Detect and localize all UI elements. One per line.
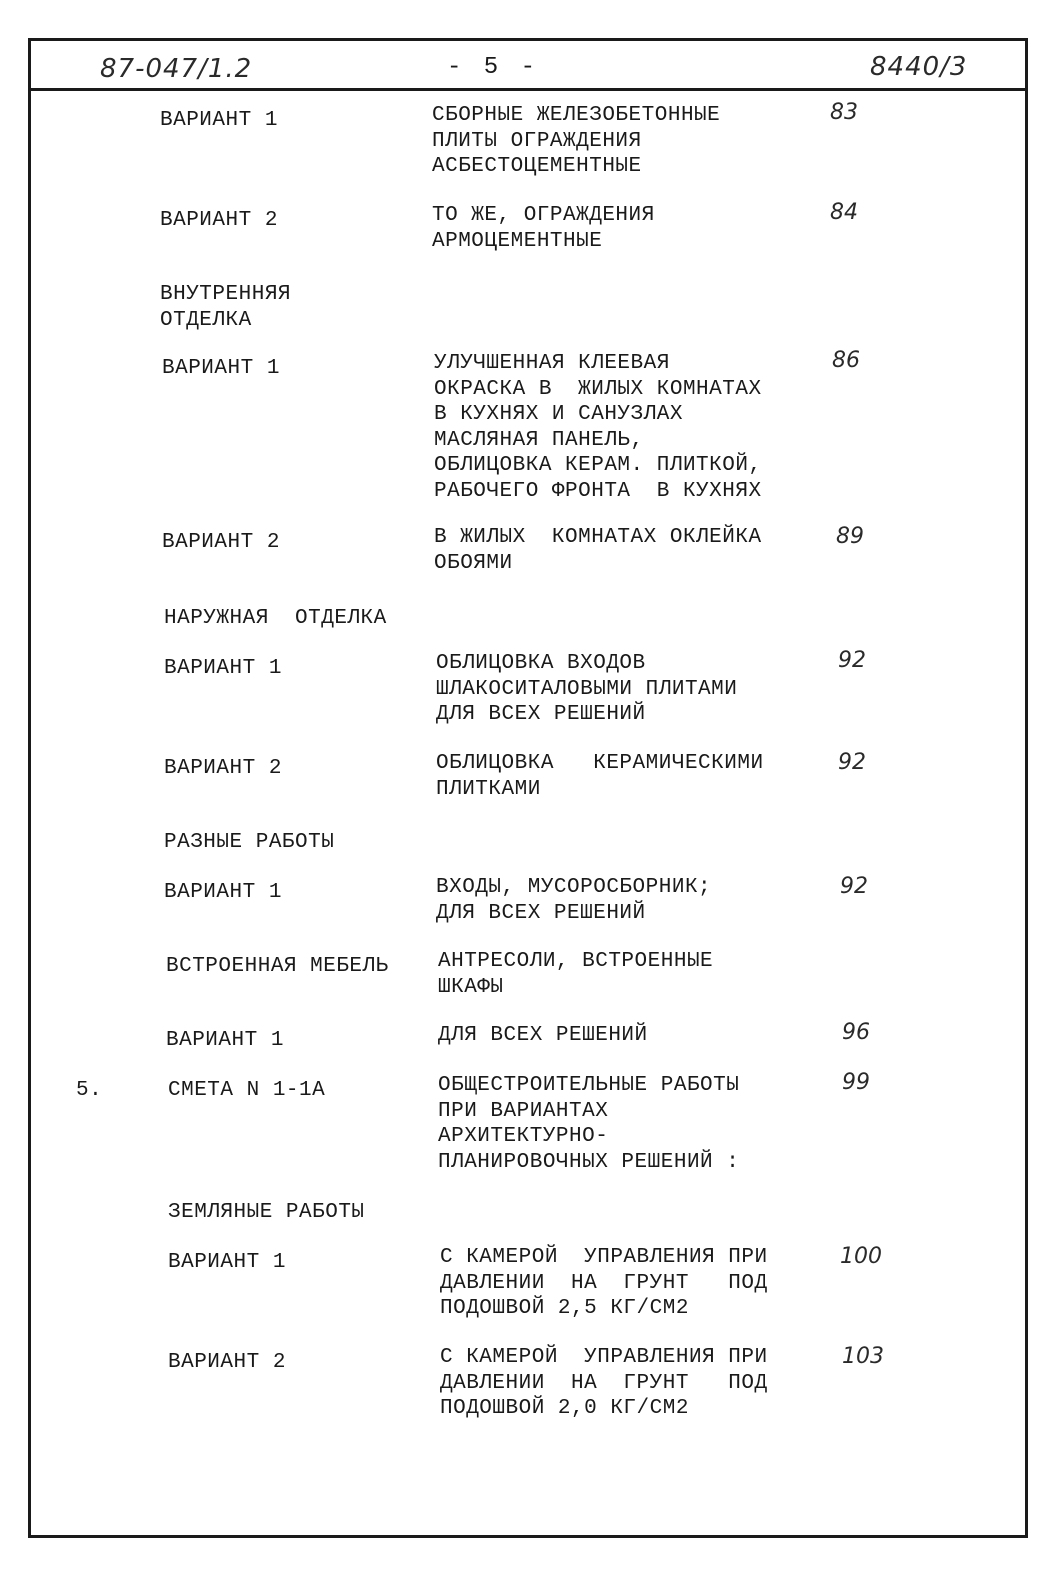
entry-label: ВАРИАНТ 1 [164, 881, 282, 904]
entry-page: 100 [840, 1244, 882, 1269]
section-heading: НАРУЖНАЯ ОТДЕЛКА [164, 607, 387, 630]
entry-page: 92 [840, 874, 868, 899]
entry-description: С КАМЕРОЙ УПРАВЛЕНИЯ ПРИ ДАВЛЕНИИ НА ГРУНТ ПОД ПОДОШВОЙ 2,5 КГ/СМ2 [440, 1246, 768, 1320]
entry-page: 92 [838, 648, 866, 673]
entry-description: ОБЛИЦОВКА ВХОДОВ ШЛАКОСИТАЛОВЫМИ ПЛИТАМИ ДЛЯ ВСЕХ РЕШЕНИЙ [436, 652, 738, 726]
entry-page: 103 [842, 1344, 884, 1369]
entry-label: ВАРИАНТ 1 [168, 1251, 286, 1274]
entry-description: ВХОДЫ, МУСОРОСБОРНИК; ДЛЯ ВСЕХ РЕШЕНИЙ [436, 876, 712, 925]
entry-label: ВАРИАНТ 1 [166, 1029, 284, 1052]
entry-description: АНТРЕСОЛИ, ВСТРОЕННЫЕ ШКАФЫ [438, 950, 714, 999]
entry-description: С КАМЕРОЙ УПРАВЛЕНИЯ ПРИ ДАВЛЕНИИ НА ГРУНТ ПОД ПОДОШВОЙ 2,0 КГ/СМ2 [440, 1346, 768, 1420]
entry-description: ТО ЖЕ, ОГРАЖДЕНИЯ АРМОЦЕМЕНТНЫЕ [432, 204, 655, 253]
doc-code: 87-047/1.2 [100, 54, 253, 84]
entry-page: 96 [842, 1020, 870, 1045]
entry-description: ОБЩЕСТРОИТЕЛЬНЫЕ РАБОТЫ ПРИ ВАРИАНТАХ АРХИТЕКТУРНО- ПЛАНИРОВОЧНЫХ РЕШЕНИЙ : [438, 1074, 740, 1174]
section-heading: ЗЕМЛЯНЫЕ РАБОТЫ [168, 1201, 365, 1224]
entry-description: СБОРНЫЕ ЖЕЛЕЗОБЕТОННЫЕ ПЛИТЫ ОГРАЖДЕНИЯ АСБЕСТОЦЕМЕНТНЫЕ [432, 104, 721, 178]
entry-label: ВАРИАНТ 2 [160, 209, 278, 232]
entry-label: ВСТРОЕННАЯ МЕБЕЛЬ [166, 955, 389, 978]
entry-label: ВАРИАНТ 2 [168, 1351, 286, 1374]
entry-label: ВАРИАНТ 1 [162, 357, 280, 380]
archive-number: 8440/3 [870, 52, 968, 82]
entry-label: ВАРИАНТ 1 [164, 657, 282, 680]
page-number: - 5 - [447, 54, 540, 81]
entry-description: ДЛЯ ВСЕХ РЕШЕНИЙ [438, 1024, 648, 1047]
section-heading: ВНУТРЕННЯЯ ОТДЕЛКА [160, 283, 292, 332]
entry-label: СМЕТА N 1-1А [168, 1079, 326, 1102]
entry-page: 86 [832, 348, 860, 373]
entry-description: В ЖИЛЫХ КОМНАТАХ ОКЛЕЙКА ОБОЯМИ [434, 526, 762, 575]
header-divider [28, 88, 1028, 91]
entry-page: 89 [836, 524, 864, 549]
entry-page: 84 [830, 200, 858, 225]
entry-description: УЛУЧШЕННАЯ КЛЕЕВАЯ ОКРАСКА В ЖИЛЫХ КОМНАТАХ В КУХНЯХ И САНУЗЛАХ МАСЛЯНАЯ ПАНЕЛЬ, ОБЛИЦОВКА КЕРАМ. ПЛИТКОЙ, РАБОЧЕГО ФРОНТА В КУХНЯХ [434, 352, 762, 503]
section-heading: РАЗНЫЕ РАБОТЫ [164, 831, 335, 854]
entry-page: 92 [838, 750, 866, 775]
entry-page: 83 [830, 100, 858, 125]
item-number: 5. [76, 1079, 103, 1102]
entry-label: ВАРИАНТ 2 [162, 531, 280, 554]
entry-description: ОБЛИЦОВКА КЕРАМИЧЕСКИМИ ПЛИТКАМИ [436, 752, 764, 801]
entry-page: 99 [842, 1070, 870, 1095]
entry-label: ВАРИАНТ 1 [160, 109, 278, 132]
entry-label: ВАРИАНТ 2 [164, 757, 282, 780]
